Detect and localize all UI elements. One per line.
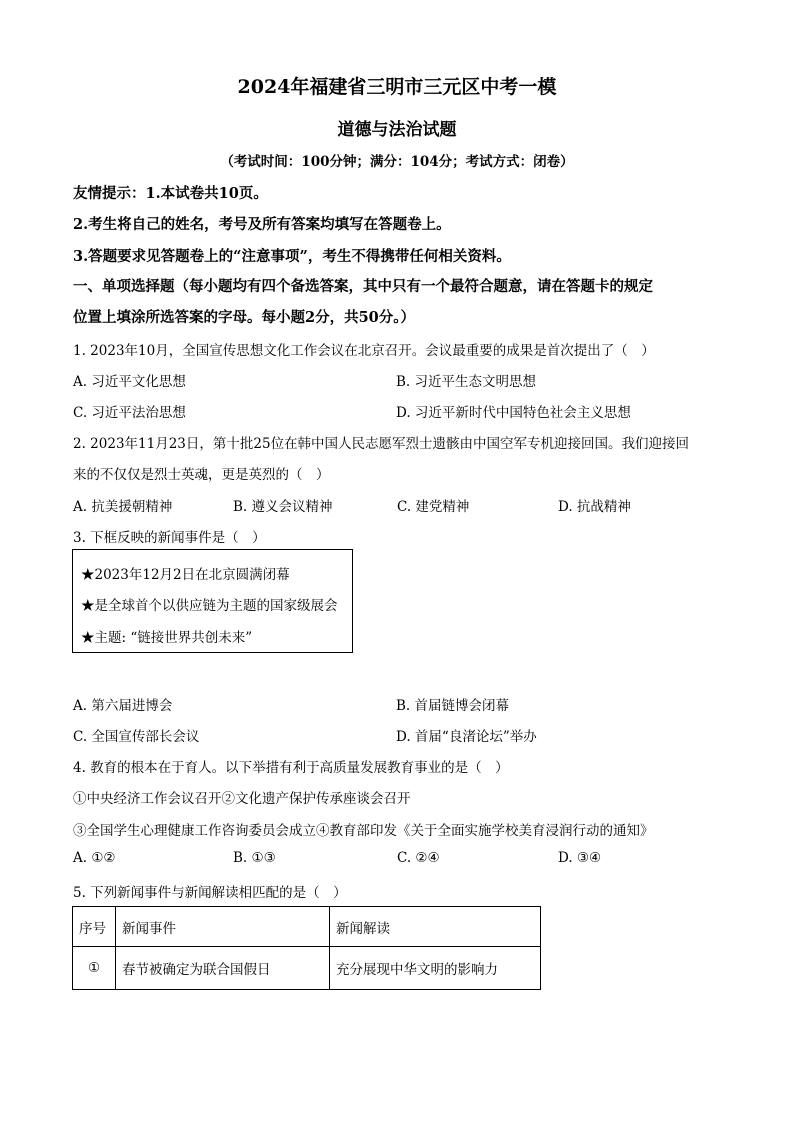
q5-news-table [72,906,541,990]
table-header-cell: 序号 [73,907,116,947]
note-3: 3.答题要求见答题卷上的“注意事项”，考生不得携带任何相关资料。 [73,248,511,265]
q4-option-a: A. ①② [73,850,116,866]
q1-stem: 1. 2023年10月，全国宣传思想文化工作会议在北京召开。会议最重要的成果是首次提出了（ ） [73,343,655,359]
table-header-cell: 新闻解读 [330,907,541,947]
q2-stem-line2: 来的不仅仅是烈士英魂，更是英烈的（ ） [73,467,330,483]
q2-option-d: D. 抗战精神 [558,499,631,515]
q3-box-line-2: ★是全球首个以供应链为主题的国家级展会 [81,598,338,614]
note-2: 2.考生将自己的姓名，考号及所有答案均填写在答题卷上。 [73,216,451,233]
q3-box-line-1: ★2023年12月2日在北京圆满闭幕 [81,567,290,583]
q3-option-d: D. 首届“良渚论坛”举办 [396,729,537,745]
q4-stem: 4. 教育的根本在于育人。以下举措有利于高质量发展教育事业的是（ ） [73,760,509,776]
section-heading-line2: 位置上填涂所选答案的字母。每小题2分，共50分。） [73,309,416,326]
q3-option-a: A. 第六届进博会 [73,698,173,714]
q4-statements-1: ①中央经济工作会议召开②文化遗产保护传承座谈会召开 [73,791,411,807]
table-header-row [73,907,541,947]
note-1: 友情提示：1.本试卷共10页。 [73,185,268,202]
q2-option-b: B. 遵义会议精神 [233,499,333,515]
q3-news-box [72,549,353,653]
q4-option-d: D. ③④ [558,850,602,866]
q3-stem: 3. 下框反映的新闻事件是（ ） [73,530,266,546]
q1-option-a: A. 习近平文化思想 [73,374,186,390]
section-heading-line1: 一、单项选择题（每小题均有四个备选答案，其中只有一个最符合题意，请在答题卡的规定 [73,278,653,295]
table-header-cell: 新闻事件 [116,907,330,947]
q2-option-a: A. 抗美援朝精神 [73,499,173,515]
q2-option-c: C. 建党精神 [397,499,470,515]
q3-box-line-3: ★主题: “链接世界共创未来” [81,630,253,646]
exam-subtitle: 道德与法治试题 [337,120,457,140]
exam-info: （考试时间：100分钟；满分：104分；考试方式：闭卷） [220,154,574,170]
q3-option-c: C. 全国宣传部长会议 [73,729,200,745]
table-row [73,947,541,990]
q4-option-b: B. ①③ [233,850,276,866]
q2-stem-line1: 2. 2023年11月23日，第十批25位在韩中国人民志愿军烈士遗骸由中国空军专机迎接回国。我们迎接回 [73,436,690,452]
table-cell: 春节被确定为联合国假日 [116,947,330,990]
q3-option-b: B. 首届链博会闭幕 [396,698,510,714]
table-cell: 充分展现中华文明的影响力 [330,947,541,990]
q1-option-d: D. 习近平新时代中国特色社会主义思想 [396,405,631,421]
q4-option-c: C. ②④ [397,850,440,866]
q1-option-c: C. 习近平法治思想 [73,405,186,421]
q1-option-b: B. 习近平生态文明思想 [396,374,537,390]
table-cell: ① [73,947,116,990]
q5-stem: 5. 下列新闻事件与新闻解读相匹配的是（ ） [73,885,347,901]
q4-statements-2: ③全国学生心理健康工作咨询委员会成立④教育部印发《关于全面实施学校美育浸润行动的通知》 [73,823,654,839]
exam-title: 2024年福建省三明市三元区中考一模 [237,76,557,98]
